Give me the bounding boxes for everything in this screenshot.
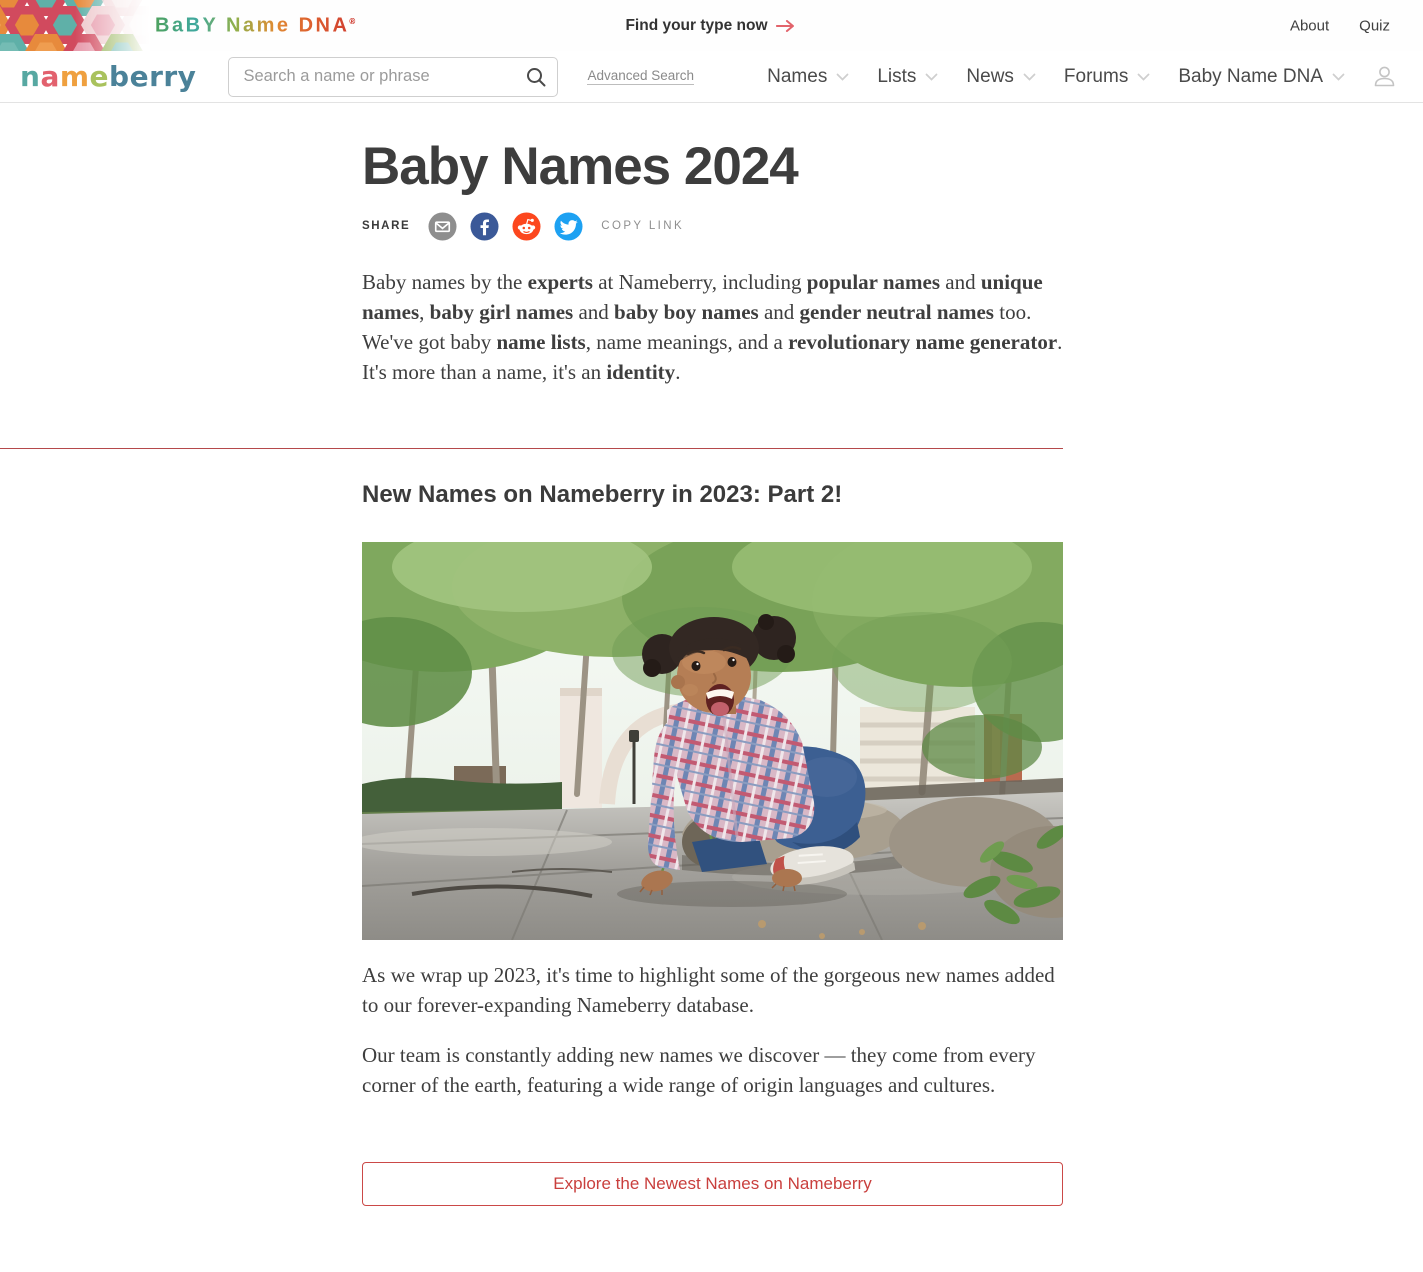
top-link[interactable]: Quiz [1359,17,1390,34]
nav-item[interactable]: Forums [1064,66,1150,88]
nav-item[interactable]: Baby Name DNA [1178,66,1345,88]
nav-menu [767,65,1396,88]
share-facebook-button[interactable] [470,212,499,241]
section-heading: New Names on Nameberry in 2023: Part 2! [362,480,843,508]
top-banner [0,0,1423,51]
search-input[interactable] [229,67,515,86]
chevron-down-icon [925,73,938,81]
chevron-down-icon [1332,73,1345,81]
find-your-type-link[interactable]: Find your type now [625,17,797,35]
arrow-right-icon [776,20,798,32]
explore-newest-names-button[interactable]: Explore the Newest Names on Nameberry [362,1162,1063,1206]
chevron-down-icon [1137,73,1150,81]
share-email-button[interactable] [428,212,457,241]
section-divider [0,448,1063,449]
search-icon [525,66,547,88]
main-navbar [0,51,1423,103]
advanced-search-link[interactable]: Advanced Search [587,68,695,83]
body-copy [362,960,1063,1100]
top-link[interactable]: About [1289,17,1330,34]
intro-paragraph: Baby names by the experts at Nameberry, including popular names and unique names, baby girl names and baby boy names and gender neutral names too. We've got baby name lists, name meanings, and a revolutionary name generator. It's more than a name, it's an identity. [362,269,1063,384]
search-box [228,57,558,97]
search-button[interactable] [515,57,557,97]
hexagon-pattern-decoration [0,0,150,51]
article [362,139,1063,1206]
share-reddit-button[interactable] [512,212,541,241]
page-title: Baby Names 2024 [362,137,798,196]
article-photo [362,542,1063,940]
top-links [1290,17,1390,34]
nameberry-logo[interactable]: nameberry [20,60,197,93]
body-paragraph: Our team is constantly adding new names we discover — they come from every corner of the earth, featuring a wide range of origin languages and cultures. [362,1042,1036,1097]
chevron-down-icon [1023,73,1036,81]
share-row [362,212,1063,241]
nav-item[interactable]: Names [767,66,849,88]
chevron-down-icon [836,73,849,81]
copy-link-button[interactable]: COPY LINK [601,220,685,233]
baby-name-dna-logo[interactable]: BaBY Name DNA® [155,14,356,36]
registered-mark: ® [349,16,356,26]
share-label: SHARE [362,220,411,233]
nav-item[interactable]: News [966,66,1036,88]
user-icon [1373,65,1396,88]
body-paragraph: As we wrap up 2023, it's time to highlight some of the gorgeous new names added to our forever-expanding Nameberry database. [362,962,1055,1017]
account-button[interactable] [1373,65,1396,88]
share-twitter-button[interactable] [554,212,583,241]
nav-item[interactable]: Lists [877,66,938,88]
